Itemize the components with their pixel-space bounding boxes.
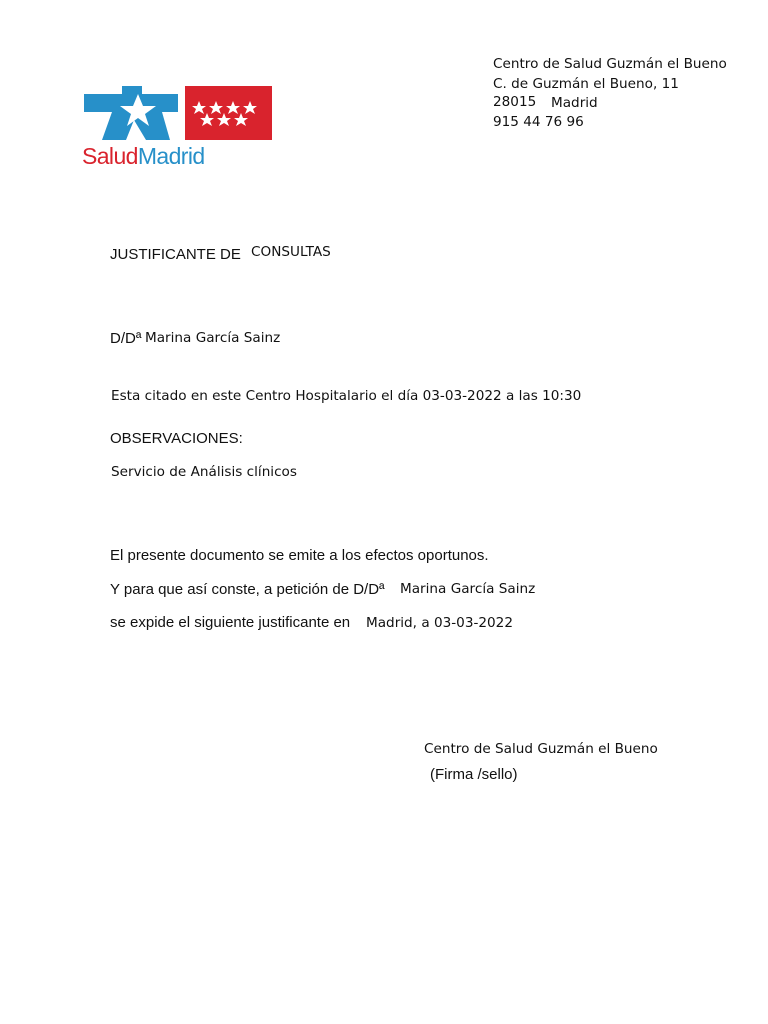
logo-wordmark [82, 143, 205, 170]
signature-label: (Firma /sello) [430, 766, 518, 783]
closing-line-2-prefix: Y para que así conste, a petición de D/Dª [110, 581, 385, 598]
observations-label: OBSERVACIONES: [110, 430, 243, 447]
document-title-type: CONSULTAS [251, 244, 331, 260]
patient-prefix: D/Dª [110, 330, 142, 347]
closing-line-2-name: Marina García Sainz [400, 581, 536, 597]
closing-line-3-place-date: Madrid, a 03-03-2022 [366, 615, 513, 631]
logo-emblem-icon [82, 84, 276, 142]
logo-word-madrid: Madrid [137, 143, 205, 169]
patient-name: Marina García Sainz [145, 330, 281, 346]
document-title-prefix: JUSTIFICANTE DE [110, 246, 241, 263]
observations-text: Servicio de Análisis clínicos [111, 464, 297, 480]
logo-word-salud: Salud [82, 143, 138, 169]
header-postal-code: 28015 [493, 94, 537, 110]
header-phone: 915 44 76 96 [493, 114, 584, 130]
closing-line-1: El presente documento se emite a los efectos oportunos. [110, 547, 489, 564]
appointment-line: Esta citado en este Centro Hospitalario el día 03-03-2022 a las 10:30 [111, 388, 582, 404]
signature-center-name: Centro de Salud Guzmán el Bueno [424, 741, 658, 757]
header-city: Madrid [551, 95, 598, 111]
salud-madrid-logo [82, 84, 276, 172]
header-center-name: Centro de Salud Guzmán el Bueno [493, 56, 727, 72]
closing-line-3-prefix: se expide el siguiente justificante en [110, 614, 351, 631]
header-street: C. de Guzmán el Bueno, 11 [493, 76, 679, 92]
